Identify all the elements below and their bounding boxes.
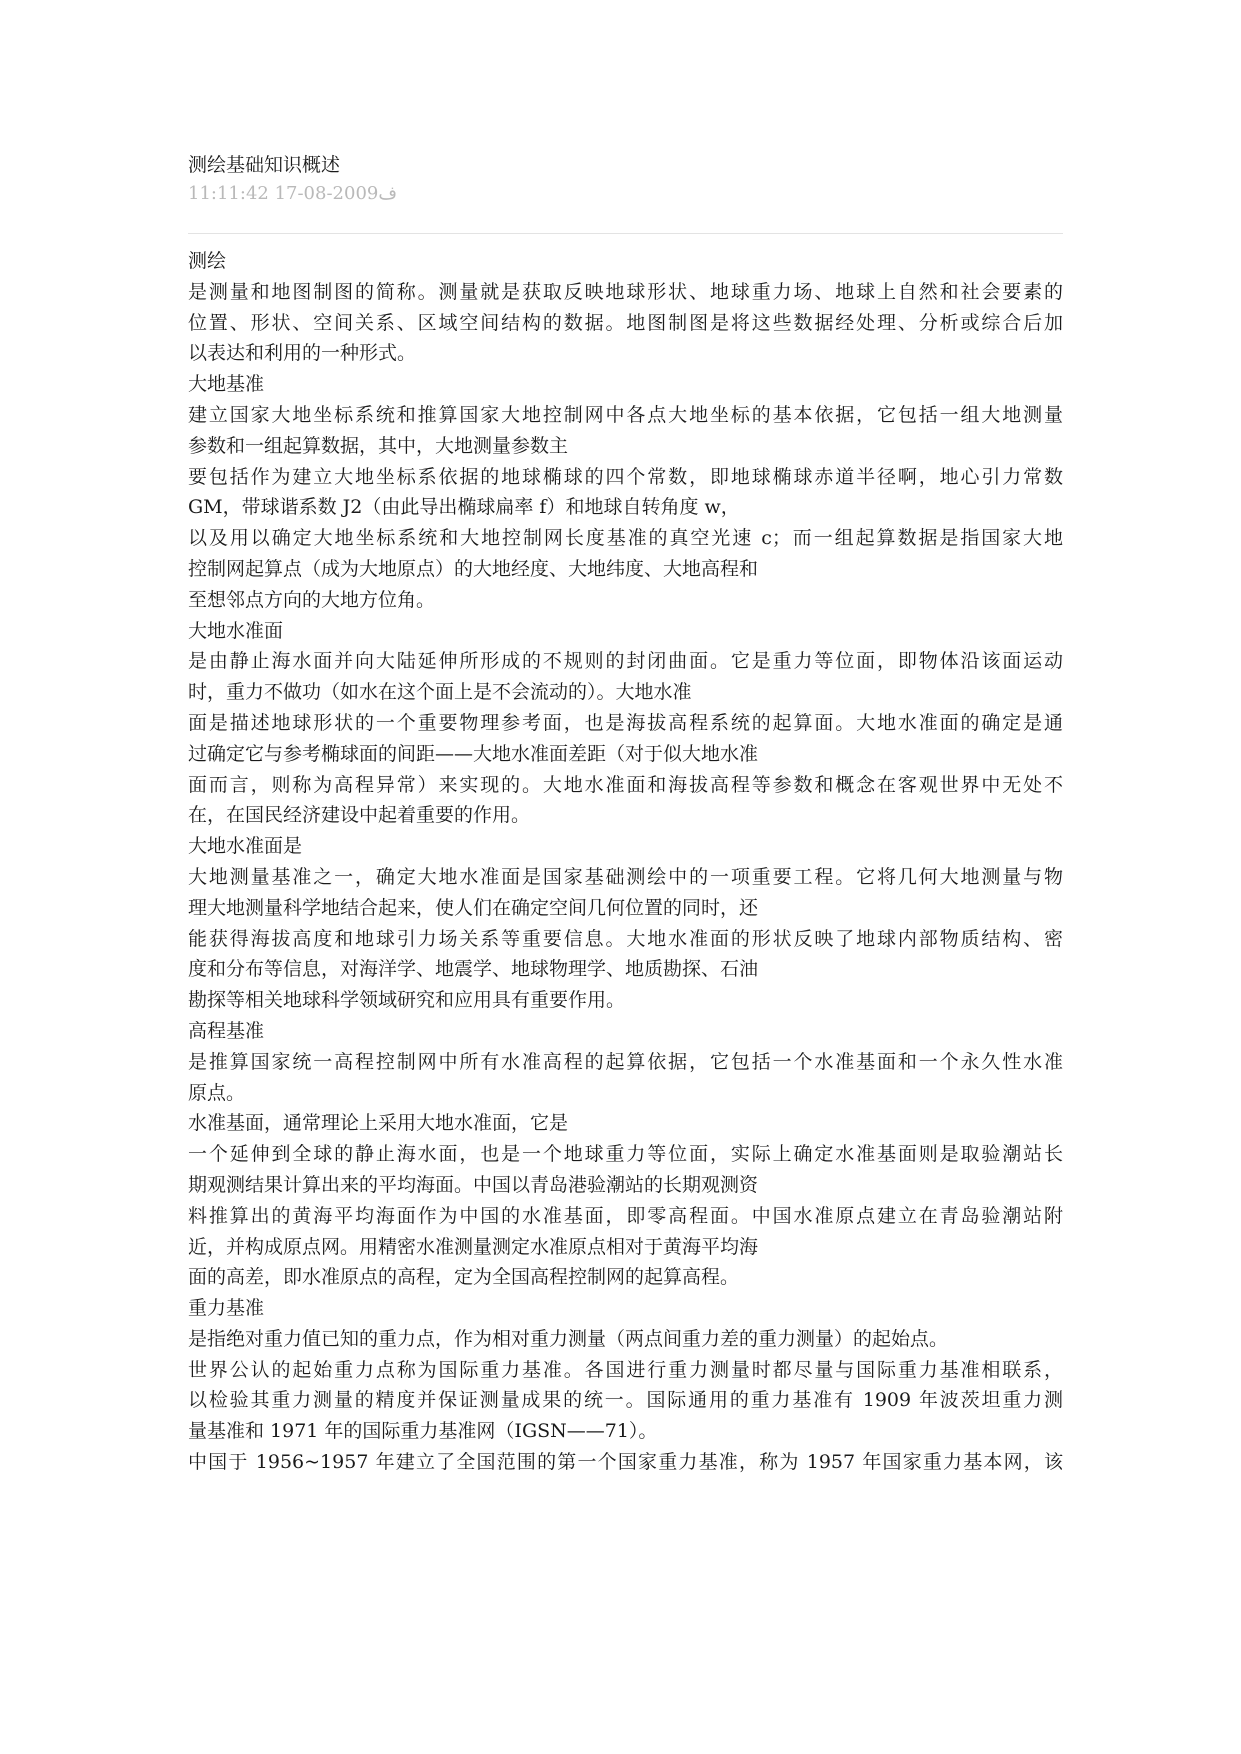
text-line: 参数和一组起算数据，其中，大地测量参数主 [188, 434, 569, 457]
text-line: 大地水准面是 [188, 835, 303, 858]
text-line: 度和分布等信息，对海洋学、地震学、地球物理学、地质勘探、石油 [188, 958, 759, 981]
text-line: 能获得海拔高度和地球引力场关系等重要信息。大地水准面的形状反映了地球内部物质结构、密 [188, 927, 1063, 950]
text-line: 原点。 [188, 1081, 246, 1104]
text-line: 期观测结果计算出来的平均海面。中国以青岛港验潮站的长期观测资 [188, 1173, 759, 1196]
text-line: 要包括作为建立大地坐标系依据的地球椭球的四个常数，即地球椭球赤道半径啊，地心引力常数 [188, 465, 1063, 488]
text-line: 大地测量基准之一，确定大地水准面是国家基础测绘中的一项重要工程。它将几何大地测量与物 [188, 865, 1063, 888]
text-line: 世界公认的起始重力点称为国际重力基准。各国进行重力测量时都尽量与国际重力基准相联系， [188, 1358, 1063, 1381]
text-line: 高程基准 [188, 1019, 265, 1042]
text-line: 大地基准 [188, 373, 265, 396]
text-line: 是测量和地图制图的简称。测量就是获取反映地球形状、地球重力场、地球上自然和社会要素的 [188, 280, 1063, 303]
text-line: 是指绝对重力值已知的重力点，作为相对重力测量（两点间重力差的重力测量）的起始点。 [188, 1327, 949, 1350]
text-line: 位置、形状、空间关系、区域空间结构的数据。地图制图是将这些数据经处理、分析或综合后加 [188, 311, 1063, 334]
text-line: 量基准和 1971 年的国际重力基准网（IGSN——71）。 [188, 1420, 658, 1443]
text-line: 是由静止海水面并向大陆延伸所形成的不规则的封闭曲面。它是重力等位面，即物体沿该面运动 [188, 650, 1063, 673]
text-line: 过确定它与参考椭球面的间距——大地水准面差距（对于似大地水准 [188, 742, 759, 765]
text-line: 理大地测量科学地结合起来，使人们在确定空间几何位置的同时，还 [188, 896, 759, 919]
text-line: 面是描述地球形状的一个重要物理参考面，也是海拔高程系统的起算面。大地水准面的确定是通 [188, 711, 1063, 734]
text-line: GM，带球谐系数 J2（由此导出椭球扁率 f）和地球自转角度 w， [188, 496, 740, 519]
text-line: 中国于 1956~1957 年建立了全国范围的第一个国家重力基准，称为 1957 年国家重力基本网，该 [188, 1451, 1063, 1474]
text-line: 料推算出的黄海平均海面作为中国的水准基面，即零高程面。中国水准原点建立在青岛验潮站附 [188, 1204, 1063, 1227]
article-body [188, 246, 1063, 1478]
article-title: 测绘基础知识概述 [188, 154, 341, 176]
text-line: 测绘 [188, 250, 227, 272]
text-line: 勘探等相关地球科学领域研究和应用具有重要作用。 [188, 989, 626, 1012]
text-line: 面的高差，即水准原点的高程，定为全国高程控制网的起算高程。 [188, 1266, 740, 1289]
text-line: 一个延伸到全球的静止海水面，也是一个地球重力等位面，实际上确定水准基面则是取验潮站长 [188, 1143, 1063, 1166]
text-line: 重力基准 [188, 1297, 265, 1320]
header-divider [188, 233, 1063, 234]
text-line: 是推算国家统一高程控制网中所有水准高程的起算依据，它包括一个水准基面和一个永久性水准 [188, 1050, 1063, 1073]
text-line: 面而言，则称为高程异常）来实现的。大地水准面和海拔高程等参数和概念在客观世界中无处不 [188, 773, 1063, 796]
text-line: 时，重力不做功（如水在这个面上是不会流动的）。大地水准 [188, 681, 692, 704]
text-line: 以检验其重力测量的精度并保证测量成果的统一。国际通用的重力基准有 1909 年波茨坦重力测 [188, 1389, 1063, 1412]
text-line: 近，并构成原点网。用精密水准测量测定水准原点相对于黄海平均海 [188, 1235, 759, 1258]
text-line: 水准基面，通常理论上采用大地水准面，它是 [188, 1112, 569, 1135]
article-timestamp: 11:11:42 17-08-2009ف [188, 183, 398, 204]
text-line: 控制网起算点（成为大地原点）的大地经度、大地纬度、大地高程和 [188, 557, 759, 580]
text-line: 大地水准面 [188, 619, 284, 642]
text-line: 在，在国民经济建设中起着重要的作用。 [188, 804, 531, 827]
text-line: 以表达和利用的一种形式。 [188, 342, 417, 365]
text-line: 以及用以确定大地坐标系统和大地控制网长度基准的真空光速 c；而一组起算数据是指国家大地 [188, 527, 1063, 550]
document-page [188, 150, 1063, 1478]
text-line: 至想邻点方向的大地方位角。 [188, 588, 436, 611]
text-line: 建立国家大地坐标系统和推算国家大地控制网中各点大地坐标的基本依据，它包括一组大地测量 [188, 403, 1063, 426]
